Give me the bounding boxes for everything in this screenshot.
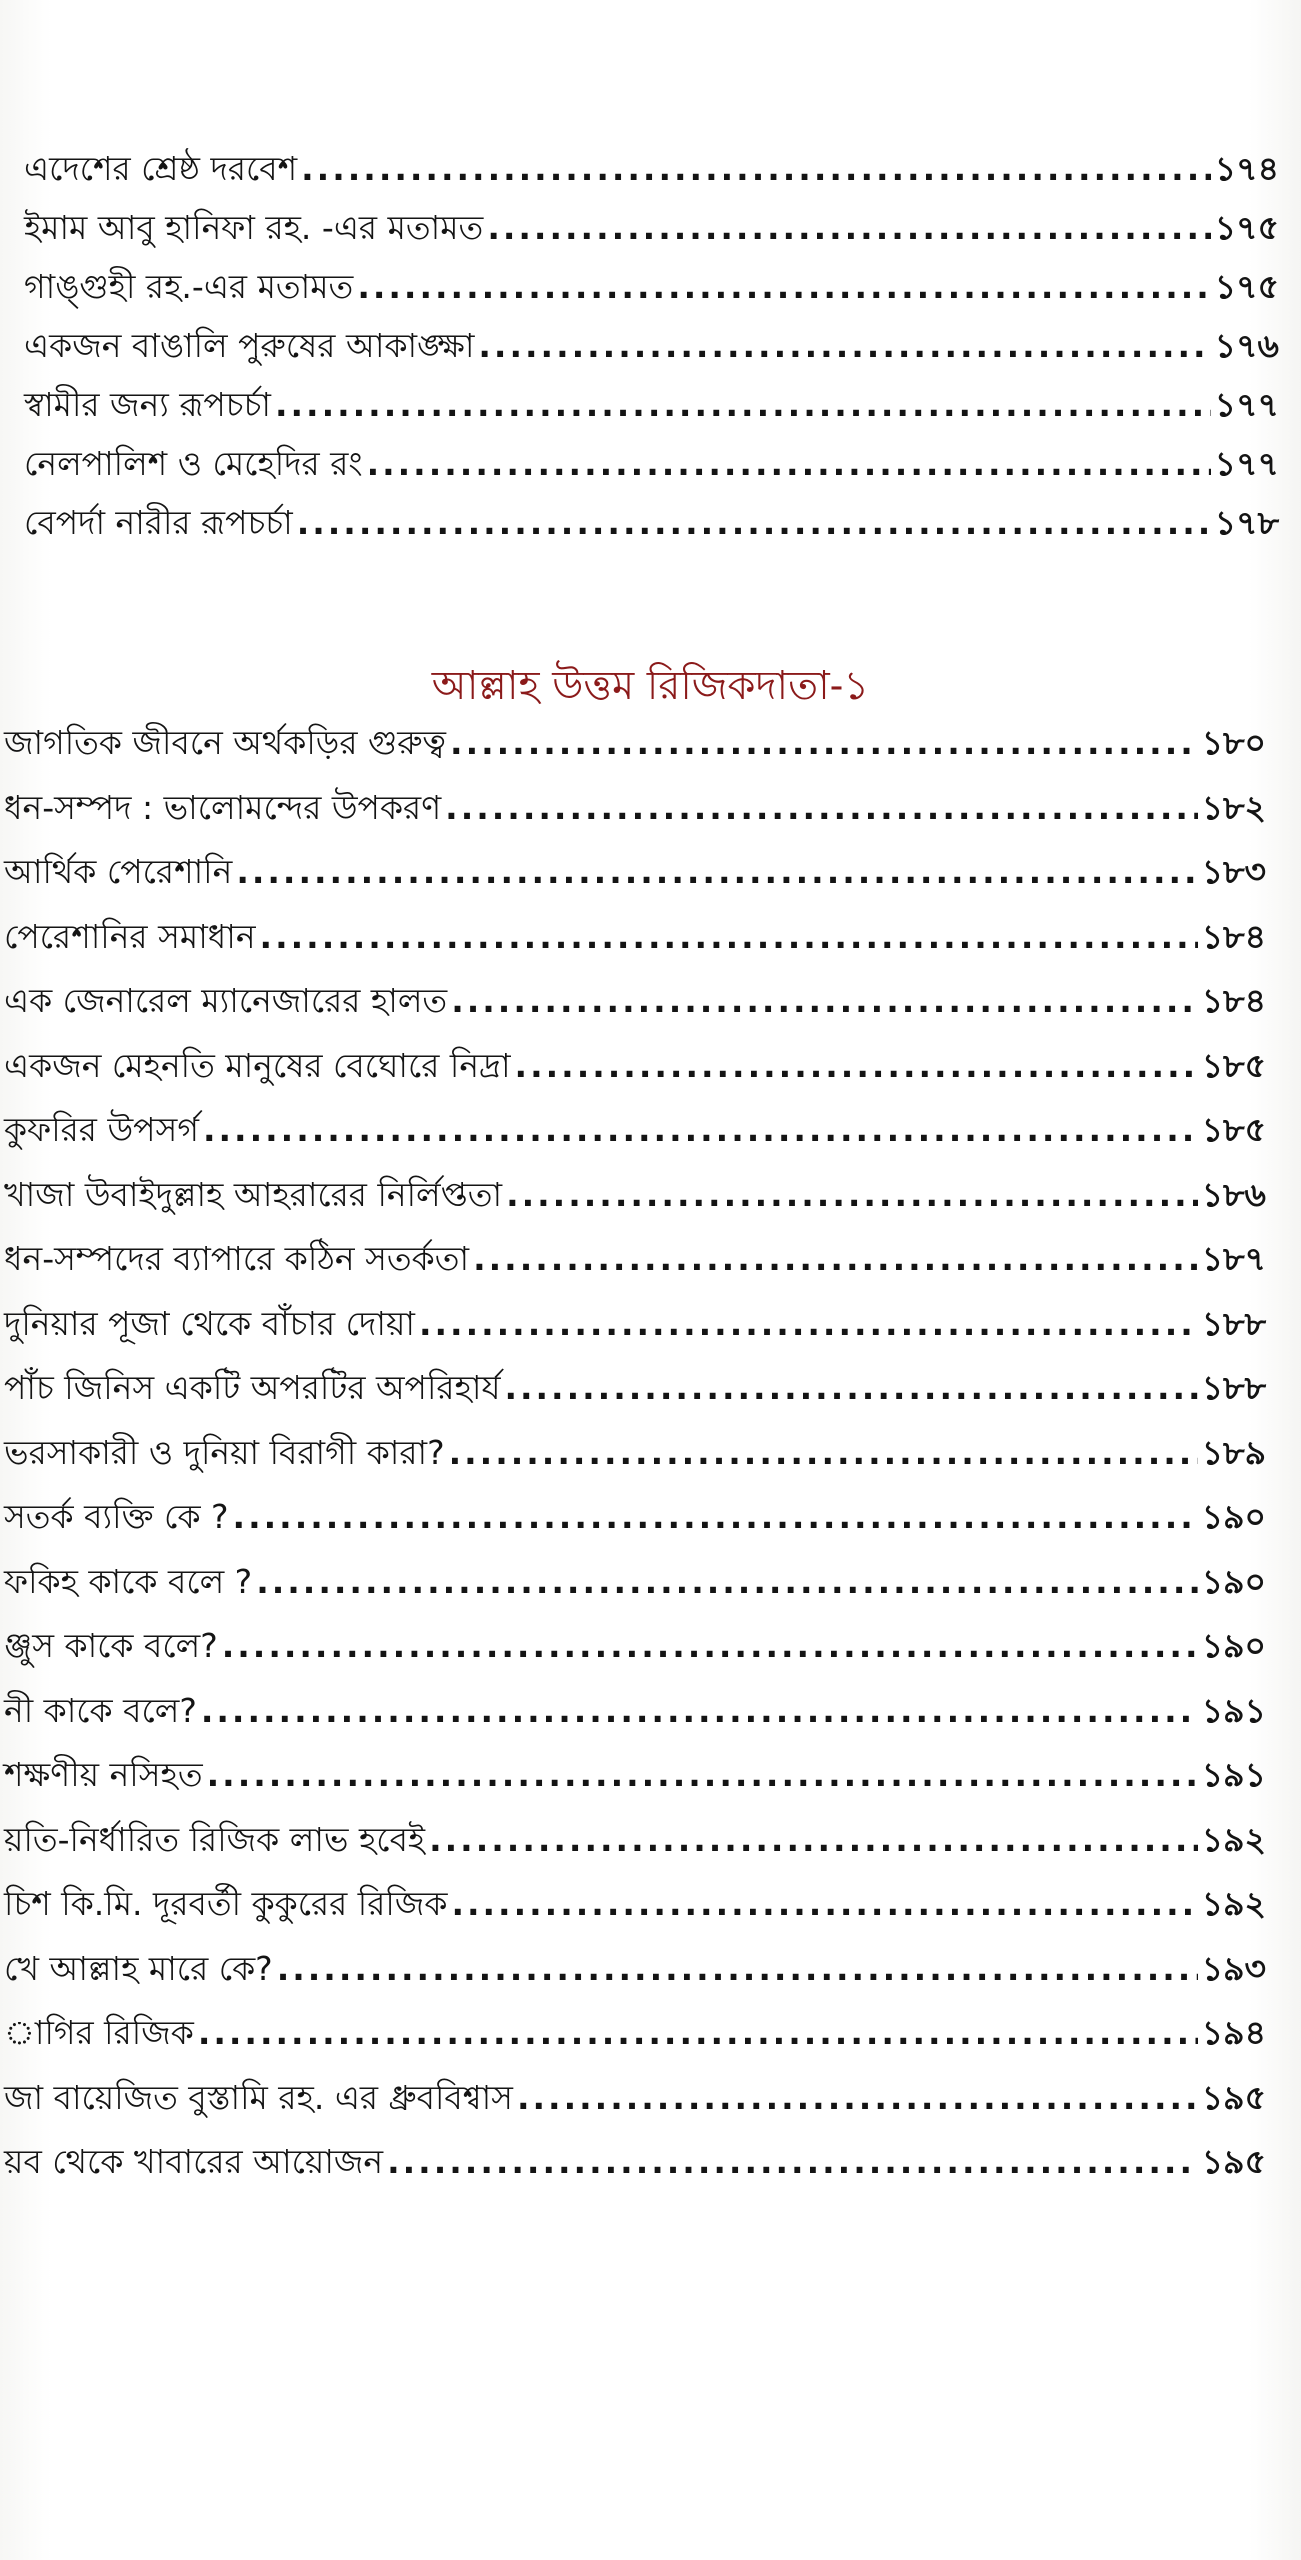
toc-entry	[4, 1240, 1266, 1305]
toc-entry-title: গাঙ্গুহী রহ.-এর মতামত	[24, 267, 354, 306]
toc-entry-page: ১৭৫	[1214, 267, 1279, 306]
toc-entry-title: পাঁচ জিনিস একটি অপরটির অপরিহার্য	[4, 1368, 501, 1407]
toc-entry-page: ১৮৮	[1201, 1368, 1266, 1407]
toc-entry	[4, 1305, 1266, 1370]
dot-leader	[504, 1369, 1197, 1406]
dot-leader	[506, 1176, 1198, 1213]
toc-entry-page: ১৭৮	[1214, 503, 1279, 542]
toc-entry-page: ১৮৯	[1201, 1432, 1266, 1472]
dot-leader	[419, 1305, 1198, 1342]
toc-entry-title: এদেশের শ্রেষ্ঠ দরবেশ	[24, 149, 298, 188]
dot-leader	[222, 1627, 1198, 1664]
toc-entry	[4, 1047, 1266, 1112]
toc-entry-title: ধন-সম্পদ : ভালোমন্দের উপকরণ	[4, 787, 442, 827]
toc-entry-title: াগির রিজিক	[4, 2013, 194, 2052]
dot-leader	[451, 982, 1198, 1019]
toc-entry	[4, 789, 1266, 854]
toc-entry-title: জাগতিক জীবনে অর্থকড়ির গুরুত্ব	[4, 723, 447, 762]
toc-entry-page: ১৯২	[1201, 1819, 1266, 1859]
toc-entry-page: ১৯১	[1201, 1755, 1266, 1794]
dot-leader	[277, 1950, 1198, 1987]
toc-entry-title: কুফরির উপসর্গ	[4, 1110, 199, 1149]
toc-entry-page: ১৯০	[1201, 1497, 1266, 1536]
toc-entry	[24, 268, 1279, 327]
dot-leader	[233, 1498, 1198, 1535]
toc-entry-title: বেপর্দা নারীর রূপচর্চা	[24, 503, 293, 542]
toc-entry	[4, 1434, 1266, 1499]
dot-leader	[260, 918, 1198, 955]
dot-leader	[451, 1885, 1197, 1922]
toc-list-top	[24, 150, 1279, 563]
toc-entry	[4, 1563, 1266, 1628]
dot-leader	[450, 724, 1198, 761]
toc-entry	[24, 327, 1279, 386]
toc-entry-page: ১৯০	[1201, 1626, 1266, 1665]
toc-entry	[4, 1498, 1266, 1563]
toc-entry-page: ১৮৭	[1201, 1239, 1266, 1278]
toc-entry	[4, 1627, 1266, 1692]
dot-leader	[445, 789, 1198, 826]
toc-entry-page: ১৯৫	[1201, 2077, 1266, 2117]
toc-entry-page: ১৯৪	[1201, 2013, 1266, 2052]
toc-entry-page: ১৯০	[1201, 1561, 1266, 1601]
toc-entry	[4, 918, 1266, 983]
toc-entry-title: ধন-সম্পদের ব্যাপারে কঠিন সতর্কতা	[4, 1239, 470, 1278]
toc-entry-page: ১৮৫	[1201, 1045, 1266, 1085]
toc-entry-page: ১৭৫	[1214, 208, 1279, 247]
toc-entry-title: দুনিয়ার পূজা থেকে বাঁচার দোয়া	[4, 1303, 415, 1343]
dot-leader	[301, 150, 1211, 187]
dot-leader	[201, 1692, 1198, 1729]
toc-entry-page: ১৭৭	[1214, 444, 1279, 483]
toc-entry-page: ১৭৪	[1214, 149, 1279, 188]
toc-entry-title: য়ব থেকে খাবারের আয়োজন	[4, 2142, 384, 2181]
dot-leader	[517, 2079, 1198, 2116]
toc-entry	[4, 2079, 1266, 2144]
dot-leader	[449, 1434, 1198, 1471]
dot-leader	[515, 1047, 1198, 1084]
dot-leader	[256, 1563, 1198, 1600]
toc-list-bottom	[4, 724, 1266, 2208]
dot-leader	[203, 1111, 1198, 1148]
dot-leader	[207, 1756, 1198, 1793]
toc-entry-page: ১৮৬	[1201, 1174, 1266, 1214]
dot-leader	[297, 504, 1211, 541]
toc-entry-title: শক্ষণীয় নসিহত	[4, 1755, 203, 1794]
toc-entry-page: ১৮২	[1201, 787, 1266, 827]
toc-entry	[4, 1692, 1266, 1757]
toc-entry-page: ১৮৮	[1201, 1303, 1266, 1343]
toc-entry-title: ফকিহ কাকে বলে ?	[4, 1561, 253, 1601]
toc-entry	[4, 724, 1266, 789]
toc-entry-title: পেরেশানির সমাধান	[4, 916, 256, 956]
toc-entry-title: ইমাম আবু হানিফা রহ. -এর মতামত	[24, 208, 484, 247]
toc-entry-page: ১৯১	[1201, 1690, 1266, 1730]
toc-entry-title: আর্থিক পেরেশানি	[4, 852, 233, 891]
dot-leader	[387, 2143, 1198, 2180]
dot-leader	[198, 2014, 1198, 2051]
toc-entry	[4, 1821, 1266, 1886]
toc-entry-title: সতর্ক ব্যক্তি কে ?	[4, 1497, 229, 1536]
toc-entry	[24, 150, 1279, 209]
toc-entry-title: ঞ্জুস কাকে বলে?	[4, 1626, 218, 1665]
toc-entry	[4, 1369, 1266, 1434]
toc-entry	[4, 1885, 1266, 1950]
toc-entry-title: নেলপালিশ ও মেহেদির রং	[24, 444, 363, 483]
dot-leader	[275, 386, 1211, 423]
toc-entry	[24, 209, 1279, 268]
toc-entry-page: ১৭৬	[1214, 326, 1279, 365]
toc-entry-page: ১৮৫	[1201, 1110, 1266, 1149]
toc-entry-page: ১৮৪	[1201, 981, 1266, 1020]
toc-entry-title: খে আল্লাহ মারে কে?	[4, 1948, 273, 1988]
toc-entry	[4, 982, 1266, 1047]
toc-entry	[24, 504, 1279, 563]
dot-leader	[367, 445, 1211, 482]
toc-entry-page: ১৮৩	[1201, 852, 1266, 891]
toc-entry	[4, 1176, 1266, 1241]
toc-entry-title: একজন বাঙালি পুরুষের আকাঙ্ক্ষা	[24, 326, 475, 365]
toc-entry	[24, 386, 1279, 445]
toc-entry-title: এক জেনারেল ম্যানেজারের হালত	[4, 981, 448, 1020]
toc-entry-page: ১৮৪	[1201, 916, 1266, 956]
dot-leader	[473, 1240, 1198, 1277]
toc-entry	[4, 1111, 1266, 1176]
toc-entry	[4, 1756, 1266, 1821]
toc-entry-page: ১৯৩	[1201, 1948, 1266, 1988]
toc-entry-title: একজন মেহনতি মানুষের বেঘোরে নিদ্রা	[4, 1045, 511, 1085]
toc-entry-title: নী কাকে বলে?	[4, 1690, 197, 1730]
dot-leader	[429, 1821, 1198, 1858]
toc-entry	[24, 445, 1279, 504]
dot-leader	[236, 853, 1197, 890]
toc-entry-title: খাজা উবাইদুল্লাহ আহরারের নির্লিপ্ততা	[4, 1174, 503, 1214]
toc-entry-page: ১৯২	[1201, 1884, 1266, 1923]
toc-entry-title: জা বায়েজিত বুস্তামি রহ. এর ধ্রুববিশ্বাস	[4, 2077, 513, 2117]
toc-entry-page: ১৯৫	[1201, 2142, 1266, 2181]
dot-leader	[487, 209, 1210, 246]
dot-leader	[357, 268, 1210, 305]
toc-entry-title: য়তি-নির্ধারিত রিজিক লাভ হবেই	[4, 1819, 426, 1859]
toc-entry-title: চিশ কি.মি. দূরবর্তী কুকুরের রিজিক	[4, 1884, 448, 1923]
toc-entry-title: ভরসাকারী ও দুনিয়া বিরাগী কারা?	[4, 1432, 445, 1472]
toc-entry	[4, 853, 1266, 918]
toc-entry-page: ১৮০	[1201, 723, 1266, 762]
section-heading: আল্লাহ উত্তম রিজিকদাতা-১	[431, 663, 870, 709]
toc-entry	[4, 1950, 1266, 2015]
dot-leader	[478, 327, 1210, 364]
toc-entry	[4, 2143, 1266, 2208]
toc-entry	[4, 2014, 1266, 2079]
toc-entry-page: ১৭৭	[1214, 385, 1279, 424]
toc-entry-title: স্বামীর জন্য রূপচর্চা	[24, 385, 271, 424]
